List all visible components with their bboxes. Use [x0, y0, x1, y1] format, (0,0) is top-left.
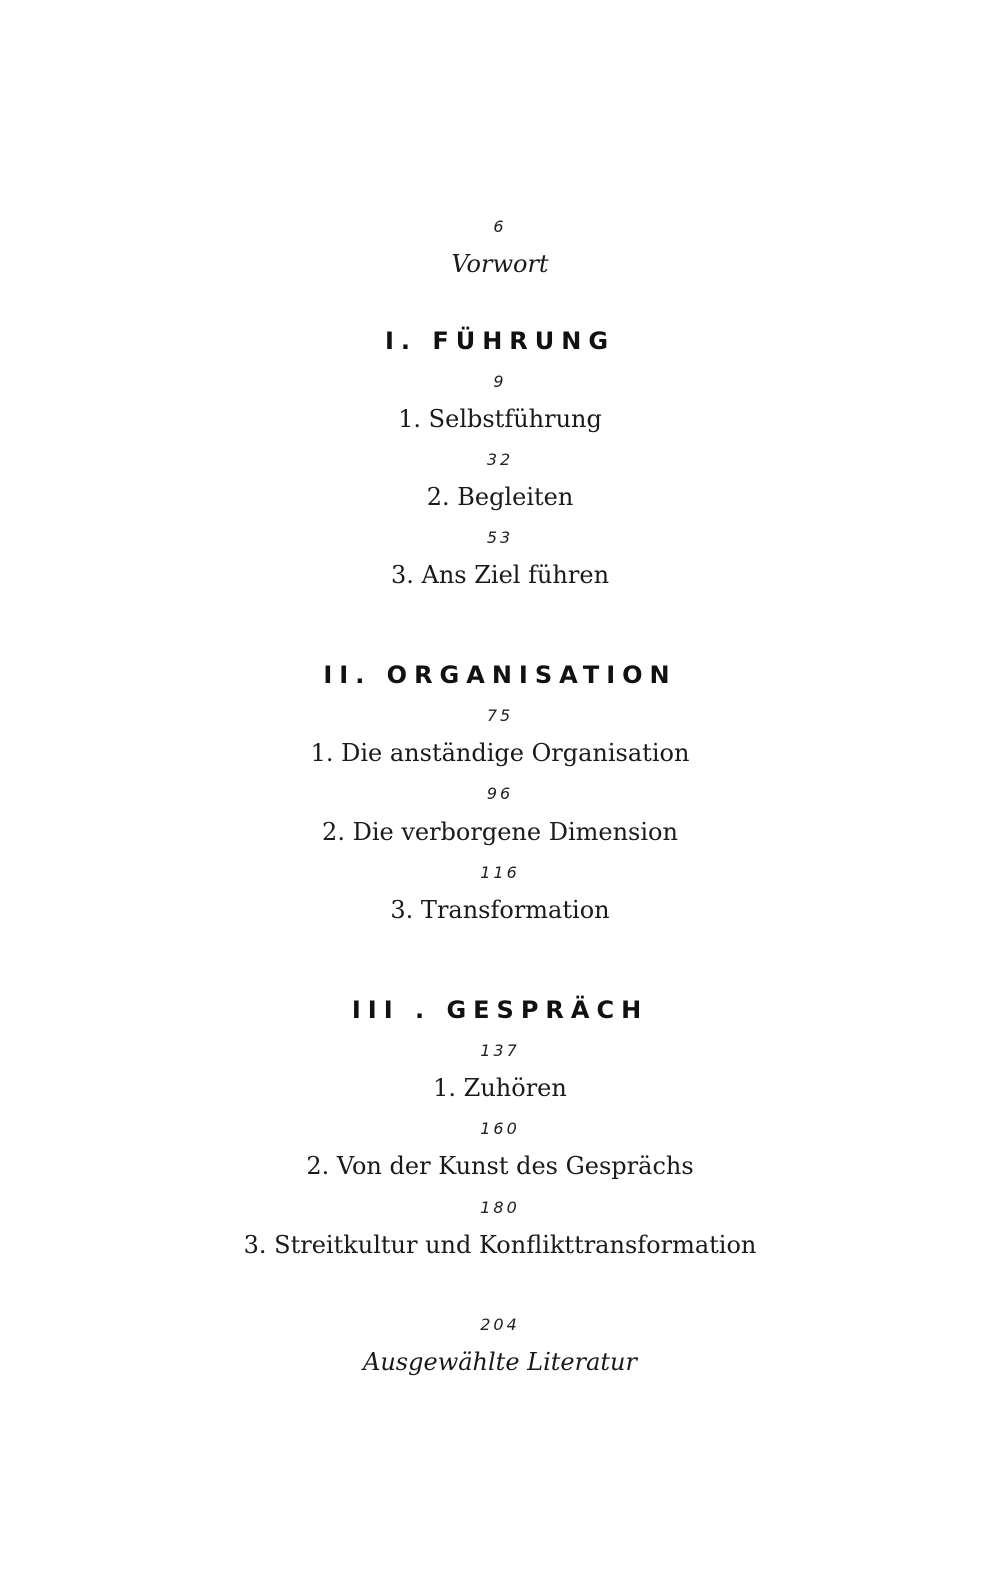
entry-title: 3. Ans Ziel führen	[390, 561, 610, 589]
section-heading-organisation: II. ORGANISATION	[323, 661, 677, 689]
section-heading-fuehrung: I. FÜHRUNG	[384, 327, 616, 355]
entry-title: 3. Streitkultur und Konflikttransformation	[243, 1231, 757, 1259]
literatur-title: Ausgewählte Literatur	[363, 1348, 637, 1376]
entry-page-number: 9	[493, 372, 507, 391]
entry-title: 2. Von der Kunst des Gesprächs	[306, 1152, 694, 1180]
entry-title: 1. Zuhören	[433, 1074, 567, 1102]
entry-page-number: 180	[480, 1198, 520, 1217]
entry-page-number: 160	[480, 1119, 520, 1138]
entry-title: 1. Selbstführung	[398, 405, 602, 433]
entry-page-number: 75	[486, 706, 514, 725]
entry-page-number: 116	[480, 863, 520, 882]
entry-page-number: 32	[486, 450, 514, 469]
entry-title: 1. Die anständige Organisation	[310, 739, 690, 767]
vorwort-page-number: 6	[493, 217, 507, 236]
vorwort-title: Vorwort	[451, 250, 549, 278]
entry-page-number: 137	[480, 1041, 520, 1060]
literatur-page-number: 204	[480, 1315, 520, 1334]
entry-page-number: 96	[486, 784, 514, 803]
entry-page-number: 53	[486, 528, 514, 547]
section-heading-gespraech: III . GESPRÄCH	[351, 996, 649, 1024]
entry-title: 2. Die verborgene Dimension	[322, 818, 678, 846]
entry-title: 3. Transformation	[390, 896, 610, 924]
entry-title: 2. Begleiten	[426, 483, 574, 511]
